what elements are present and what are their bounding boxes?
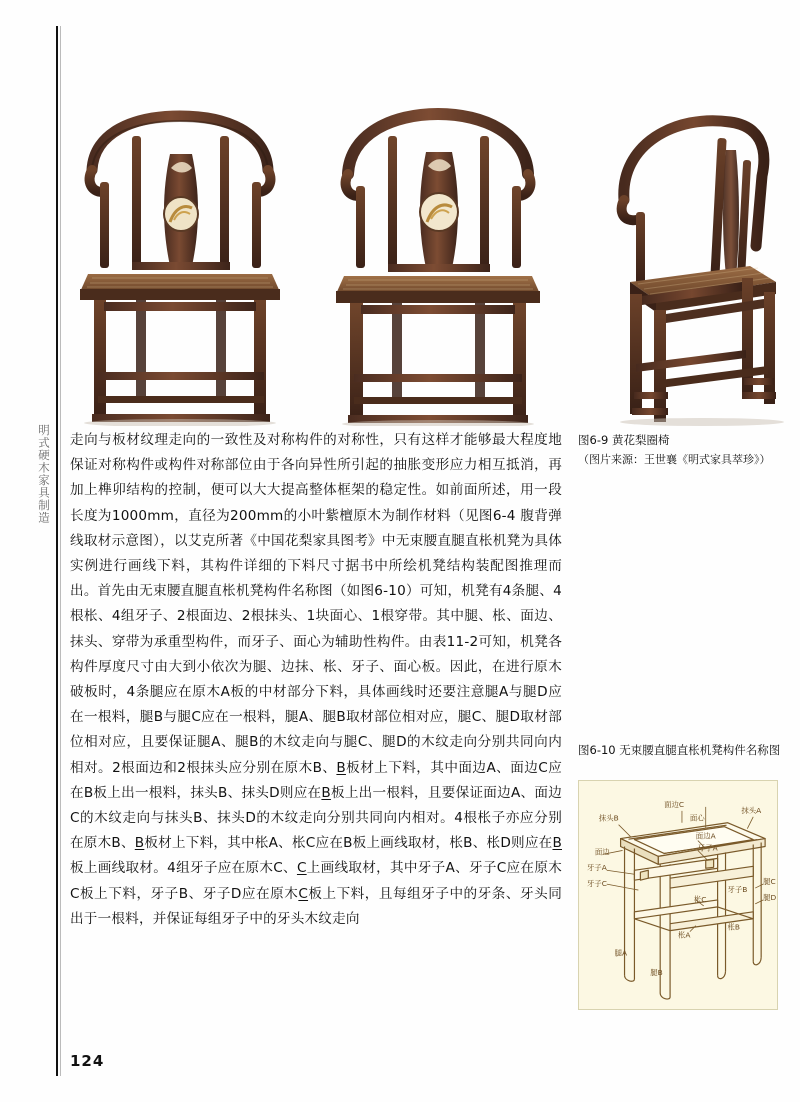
label-mianbian-c: 面边C bbox=[664, 799, 685, 809]
label-motou-a: 抹头A bbox=[741, 805, 762, 815]
figure-6-10-drawing bbox=[578, 780, 778, 1010]
figure-6-10-caption: 图6-10 无束腰直腿直枨机凳构件名称图 bbox=[578, 743, 781, 757]
label-yazi-a: 牙子A bbox=[586, 863, 607, 873]
figure-6-9-caption-line2: （图片来源：王世襄《明式家具萃珍》） bbox=[578, 453, 771, 466]
body-paragraph: 走向与板材纹理走向的一致性及对称构件的对称性，只有这样才能够最大程度地保证对称构件或构件对称部位由于各向异性所引起的抽胀变形应力相互抵消，再加上榫卯结构的控制，便可以大大提高整体框架的稳定性。如前面所述，用一段长度为1000mm，直径为200mm的小叶紫檀原木为制作材料（见图6-4 腹背弹线取材示意图），以艾克所著《中国花梨家具图考》中无束腰直腿直枨机凳为具体实例进行画线下料，其构件详细的下料尺寸据书中所绘机凳结构装配图推理而出。首先由无束腰直腿直枨机凳构件名称图（如图6-10）可知，机凳有4条腿、4根枨、4组牙子、2根面边、2根抹头、1块面心、1根穿带。其中腿、枨、面边、抹头、穿带为承重型构件，而牙子、面心为辅助性构件。由表11-2可知，机凳各构件厚度尺寸由大到小依次为腿、边抹、枨、牙子、面心板。因此，在进行原木破板时，4条腿应在原木A板的中材部分下料，具体画线时还要注意腿A与腿D应在一根料，腿B与腿C应在一根料，腿A、腿B取材部位相对应，腿C、腿D取材部位相对应，且要保证腿A、腿B的木纹走向与腿C、腿D的木纹走向分别共同向内相对。2根面边和2根抹头应分别在原木B、B板材上下料，其中面边A、面边C应在B板上出一根料，抹头B、抹头D则应在B板上出一根料，且要保证面边A、面边C的木纹走向与抹头B、抹头D的木纹走向分别共同向内相对。4根枨子亦应分别在原木B、B板材上下料，其中枨A、枨C应在B板上画线取材，枨B、枨D则应在B板上画线取材。4组牙子应在原木C、C上画线取材，其中牙子A、牙子C应在原木C板上下料，牙子B、牙子D应在原木C板上下料，且每组牙子中的牙条、牙头同出于一根料，并保证每组牙子中的牙头木纹走向 bbox=[70, 432, 563, 927]
chair-photo-center bbox=[332, 96, 544, 426]
label-yazi-a2: 牙子A bbox=[697, 843, 718, 853]
label-cheng-a: 枨A bbox=[678, 930, 691, 940]
figure-6-9-caption bbox=[578, 430, 778, 470]
body-text bbox=[70, 428, 562, 932]
label-yazi-c: 牙子C bbox=[586, 879, 607, 889]
page-left-rule-thin bbox=[60, 26, 61, 1076]
figure-6-9-caption-line1: 图6-9 黄花梨圈椅 bbox=[578, 433, 670, 447]
label-yazi-b: 牙子B bbox=[727, 885, 748, 895]
label-tui-c: 腿C bbox=[763, 877, 776, 887]
label-cheng-c: 枨C bbox=[693, 894, 707, 904]
page-folio: 124 bbox=[70, 1052, 105, 1070]
chair-photo-right bbox=[590, 96, 786, 426]
label-cheng-b: 枨B bbox=[727, 922, 740, 932]
label-tui-d: 腿D bbox=[763, 892, 777, 902]
label-mianbian-a: 面边 bbox=[594, 847, 610, 857]
running-head bbox=[24, 424, 50, 524]
label-mianbian-a2: 面边A bbox=[695, 831, 716, 841]
label-motou-b: 抹头B bbox=[598, 813, 619, 823]
label-tui-a: 腿A bbox=[614, 948, 628, 958]
running-head-text: 明式硬木家具制造 bbox=[37, 424, 51, 524]
label-tui-b: 腿B bbox=[650, 968, 663, 978]
chair-photo-left bbox=[74, 96, 286, 426]
label-mianxin: 面心 bbox=[689, 813, 705, 823]
figure-6-9-photos bbox=[70, 96, 770, 426]
page-left-rule bbox=[56, 26, 58, 1076]
